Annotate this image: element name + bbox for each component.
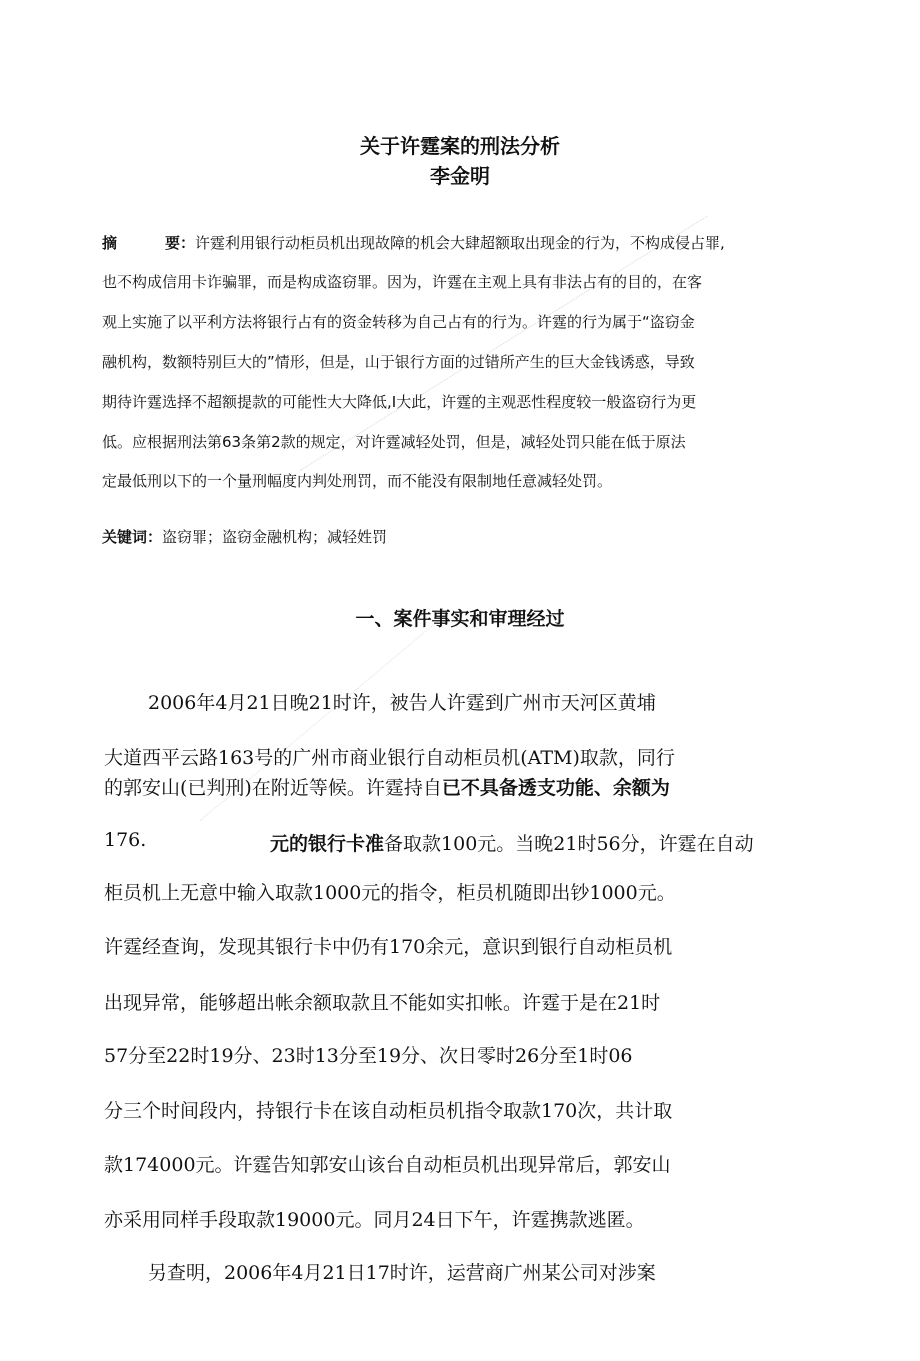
body-text: 176. [104,829,147,851]
body-bold-text: 已不具备透支功能、余额为 [441,777,670,799]
abstract-text: 许霆利用银行动柜员机出现故障的机会大肆超额取出现金的行为，不构成侵占罪, [195,234,725,252]
abstract-line-2: 也不构成信用卡诈骗罪，而是构成盗窃罪。因为，许霆在主观上具有非法占有的目的，在客 [102,273,703,291]
keywords-line [102,526,387,547]
body-line-5: 柜员机上无意中输入取款1000元的指令，柜员机随即出钞1000元。 [104,882,676,904]
abstract-line-7: 定最低刑以下的一个量刑幅度内判处刑罚，而不能没有限制地任意减轻处罚。 [102,472,613,490]
section-heading: 一、案件事实和审理经过 [355,608,565,630]
body-line-10: 款174000元。许霆告知郭安山该台自动柜员机出现异常后，郭安山 [104,1154,671,1176]
abstract-label-2: 要： [165,234,196,252]
body-text: 的郭安山(已判刑)在附近等候。许霆持自 [104,777,442,799]
body-line-8: 57分至22时19分、23时13分至19分、次日零时26分至1时06 [104,1045,633,1067]
keywords-text: 盗窃罪；盗窃金融机构；减轻姓罚 [162,528,388,546]
abstract-line-1 [102,232,725,253]
keywords-label: 关键词： [102,528,163,546]
body-line-7: 出现异常，能够超出帐余额取款且不能如实扣帐。许霆于是在21时 [104,992,661,1014]
body-bold-text: 元的银行卡准 [270,833,385,855]
body-line-1: 2006年4月21日晚21时许，被告人许霆到广州市天河区黄埔 [148,692,656,714]
author-name: 李金明 [430,164,490,188]
abstract-line-3: 观上实施了以平利方法将银行占有的资金转移为自己占有的行为。许霆的行为属于“盗窃金 [102,313,695,331]
body-text: 备取款100元。当晚21时56分，许霆在自动 [384,833,754,855]
abstract-line-5: 期待许霆选择不超额提款的可能性大大降低,I大此，许霆的主观恶性程度较一般盗窃行为更 [102,393,697,411]
body-line-12: 另查明，2006年4月21日17时许，运营商广州某公司对涉案 [148,1262,656,1284]
body-line-2: 大道西平云路163号的广州市商业银行自动柜员机(ATM)取款，同行 [104,747,675,769]
abstract-line-4: 融机构，数额特别巨大的”情形，但是，山于银行方面的过错所产生的巨大金钱诱惑，导致 [102,353,695,371]
body-line-6: 许霆经查询，发现其银行卡中仍有170余元，意识到银行自动柜员机 [104,936,673,958]
body-line-3 [104,773,670,800]
body-line-4 [104,829,146,851]
body-line-9: 分三个时间段内，持银行卡在该自动柜员机指令取款170次，共计取 [104,1100,673,1122]
abstract-line-6: 低。应根据刑法第63条第2款的规定，对许霆减轻处罚，但是，减轻处罚只能在低于原法 [102,433,686,451]
body-line-4b [270,829,754,856]
body-line-11: 亦采用同样手段取款19000元。同月24日下午，许霆携款逃匿。 [104,1209,645,1231]
abstract-label: 摘 [102,234,118,252]
document-title: 关于许霆案的刑法分析 [360,134,560,158]
